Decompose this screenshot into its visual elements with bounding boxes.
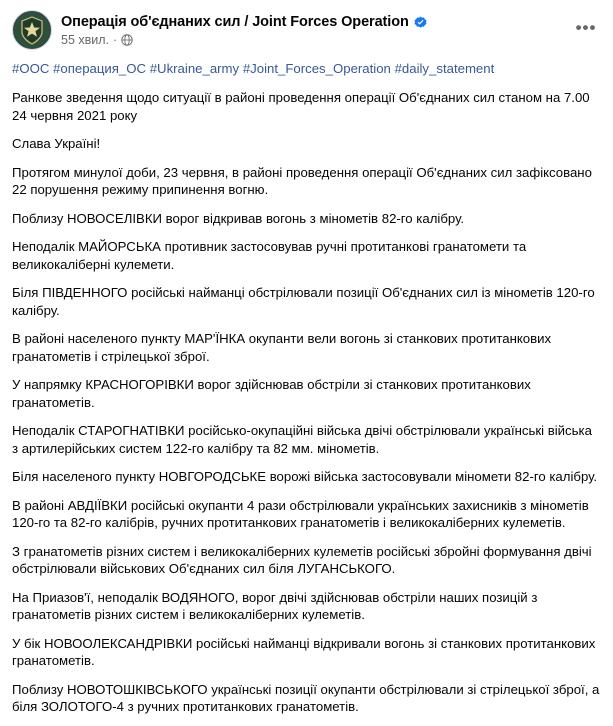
meta-separator: · — [113, 33, 118, 47]
post-paragraph: Поблизу НОВОСЕЛІВКИ ворог відкривав вогонь з мінометів 82-го калібру. — [12, 210, 465, 226]
avatar[interactable] — [12, 10, 52, 50]
military-emblem-avatar-icon — [14, 12, 50, 48]
post-paragraph: Слава Україні! — [12, 136, 101, 151]
hashtag-link[interactable]: #операция_ОС — [53, 61, 147, 76]
post-paragraph: Біля населеного пункту НОВГОРОДСЬКЕ ворожі війська застосовували міномети 82-го калібру. — [12, 469, 598, 484]
post-paragraph: У напрямку КРАСНОГОРІВКИ ворог здійснював обстріли зі станкових протитанкових гранатометів. — [12, 377, 531, 410]
post-paragraph: Біля ПІВДЕННОГО російські найманці обстрілювали позиції Об'єднаних сил із мінометів 120-го калібру. — [12, 285, 595, 318]
post-paragraph: Ранкове зведення щодо ситуації в районі проведення операції Об'єднаних сил станом на 7.00 24 червня 2021 року — [12, 90, 590, 123]
post-paragraph: Поблизу НОВОТОШКІВСЬКОГО українські позиції окупанти обстрілювали зі стрілецької зброї, а біля ЗОЛОТОГО-4 з ручних протитанкових гранатометів. — [12, 681, 600, 714]
post-paragraph: Протягом минулої доби, 23 червня, в районі проведення операції Об'єднаних сил зафіксовано 22 порушення режиму припинення вогню. — [12, 164, 592, 197]
post-header-text — [61, 10, 427, 50]
hashtag-link[interactable]: #daily_statement — [394, 61, 495, 76]
post-body — [0, 54, 613, 726]
globe-icon — [121, 34, 133, 46]
post-more-options-button[interactable]: ••• — [575, 17, 597, 37]
page-name[interactable]: Операція об'єднаних сил / Joint Forces Operation — [61, 14, 409, 30]
post-paragraph: На Приазов'ї, неподалік ВОДЯНОГО, ворог двічі здійснював обстріли наших позицій з гранатометів різних систем і великокаліберних кулеметів. — [12, 589, 538, 622]
post-paragraph: У бік НОВООЛЕКСАНДРІВКИ російські найманці відкривали вогонь зі станкових протитанкових гранатометів. — [12, 635, 596, 668]
page-name-row — [61, 14, 427, 30]
post-paragraph: Неподалік СТАРОГНАТІВКИ російсько-окупаційні війська двічі обстрілювали українські війська з артилерійських систем 122-го калібру та 82 мм. мінометів. — [12, 423, 592, 456]
hashtag-link[interactable]: #ООС — [12, 61, 50, 76]
post-paragraph: В районі населеного пункту МАР'ЇНКА окупанти вели вогонь зі станкових протитанкових гранатометів і стрілецької зброї. — [12, 331, 552, 364]
post-header — [0, 0, 613, 54]
post-paragraph: Неподалік МАЙОРСЬКА противник застосовував ручні протитанкові гранатомети та великокаліберні кулемети. — [12, 239, 527, 272]
verified-badge-icon — [414, 16, 427, 29]
hashtag-list — [12, 60, 601, 78]
post-meta — [61, 33, 427, 47]
post-paragraph: В районі АВДІЇВКИ російські окупанти 4 рази обстрілювали українських захисників з мінометів 120-го та 82-го калібрів, ручних протитанкових гранатометів і великокаліберних кулеметів. — [12, 497, 589, 530]
post-timestamp[interactable]: 55 хвил. — [61, 33, 110, 47]
post-paragraph: З гранатометів різних систем і великокаліберних кулеметів російські збройні формування двічі обстрілювали військових Об'єднаних сил біля ЛУГАНСЬКОГО. — [12, 543, 592, 576]
hashtag-link[interactable]: #Joint_Forces_Operation — [242, 61, 391, 76]
hashtag-link[interactable]: #Ukraine_army — [149, 61, 240, 76]
